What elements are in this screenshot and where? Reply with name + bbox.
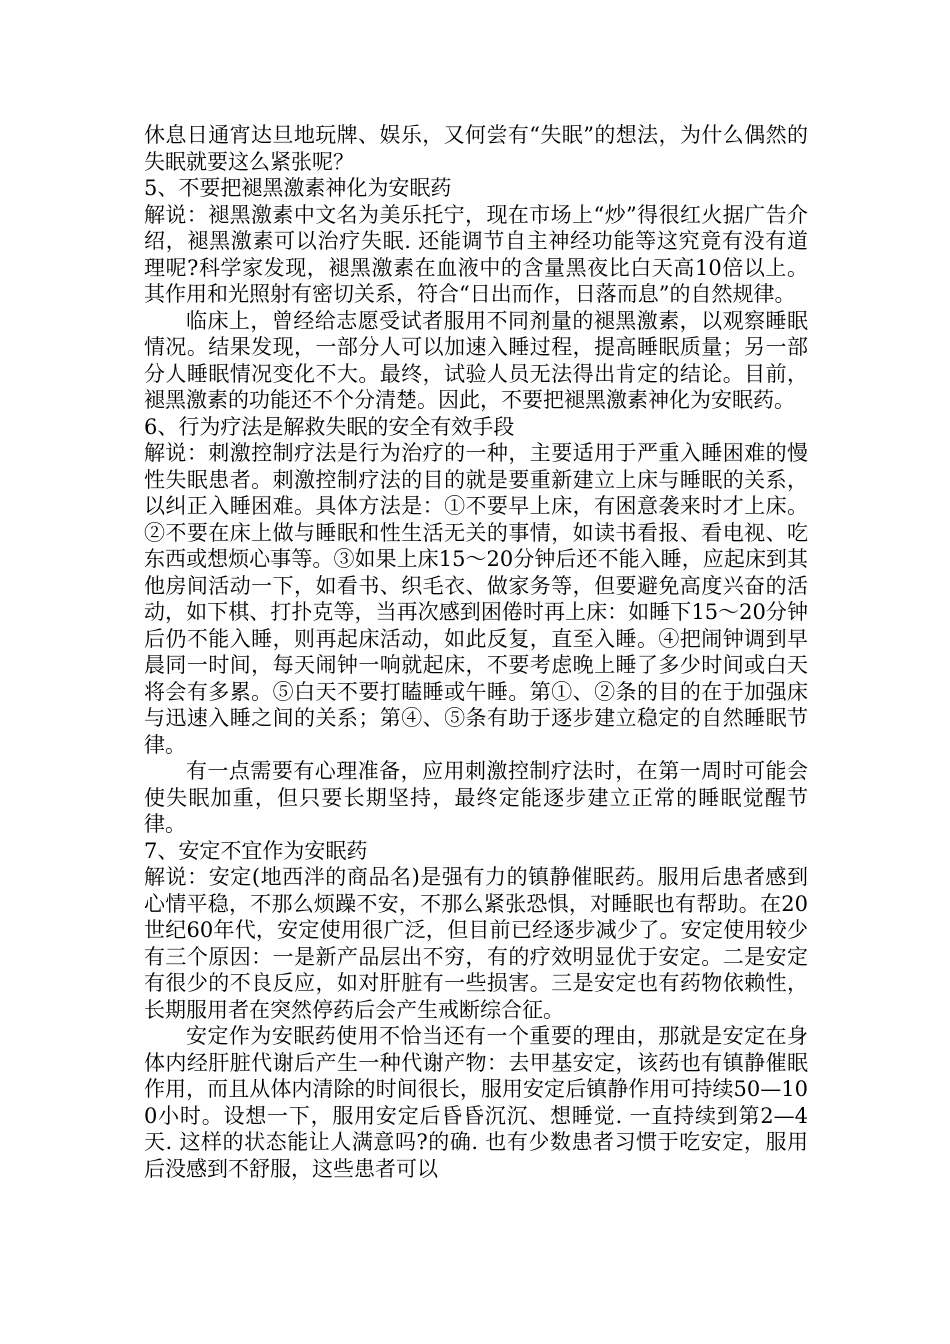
section-heading-5: 5、不要把褪黑激素神化为安眠药: [144, 176, 452, 200]
paragraph-stimulus-control-note: 有一点需要有心理准备，应用刺激控制疗法时，在第一周时可能会使失眠加重，但只要长期坚持，最终定能逐步建立正常的睡眠觉醒节律。: [144, 759, 808, 836]
paragraph-melatonin-explanation: 解说：褪黑激素中文名为美乐托宁，现在市场上“炒”得很红火据广告介绍，褪黑激素可以治疗失眠. 还能调节自主神经功能等这究竟有没有道理呢?科学家发现，褪黑激素在血液中的含量黑夜比白天高10倍以上。其作用和光照射有密切关系，符合“日出而作，日落而息”的自然规律。: [144, 202, 808, 306]
section-heading-6: 6、行为疗法是解救失眠的安全有效手段: [144, 414, 515, 439]
paragraph-diazepam-explanation: 解说：安定(地西泮的商品名)是强有力的镇静催眠药。服用后患者感到心情平稳，不那么烦躁不安，不那么紧张恐惧，对睡眠也有帮助。在20世纪60年代，安定使用很广泛，但目前已经逐步减少了。安定使用较少有三个原因：一是新产品层出不穷，有的疗效明显优于安定。二是安定有很少的不良反应，如对肝脏有一些损害。三是安定也有药物依赖性，长期服用者在突然停药后会产生戒断综合征。: [144, 865, 808, 1022]
paragraph-continuation: 休息日通宵达旦地玩牌、娱乐，又何尝有“失眠”的想法，为什么偶然的失眠就要这么紧张呢？: [144, 123, 808, 174]
paragraph-stimulus-control: 解说：刺激控制疗法是行为治疗的一种，主要适用于严重入睡困难的慢性失眠患者。刺激控制疗法的目的就是要重新建立上床与睡眠的关系，以纠正入睡困难。具体方法是：①不要早上床，有困意袭来时才上床。②不要在床上做与睡眠和性生活无关的事情，如读书看报、看电视、吃东西或想烦心事等。③如果上床15～20分钟后还不能入睡，应起床到其他房间活动一下，如看书、织毛衣、做家务等，但要避免高度兴奋的活动，如下棋、打扑克等，当再次感到困倦时再上床：如睡下15～20分钟后仍不能入睡，则再起床活动，如此反复，直至入睡。④把闹钟调到早晨同一时间，每天闹钟一响就起床，不要考虑晚上睡了多少时间或白天将会有多累。⑤白天不要打瞌睡或午睡。第①、②条的目的在于加强床与迅速入睡之间的关系；第④、⑤条有助于逐步建立稳定的自然睡眠节律。: [144, 441, 808, 757]
document-body: [144, 122, 808, 1182]
section-heading-7: 7、安定不宜作为安眠药: [144, 838, 368, 863]
paragraph-melatonin-clinical: 临床上，曾经给志愿受试者服用不同剂量的褪黑激素，以观察睡眠情况。结果发现，一部分人可以加速入睡过程，提高睡眠质量；另一部分人睡眠情况变化不大。最终，试验人员无法得出肯定的结论。目前，褪黑激素的功能还不个分清楚。因此，不要把褪黑激素神化为安眠药。: [144, 308, 808, 412]
paragraph-diazepam-metabolism: 安定作为安眠药使用不恰当还有一个重要的理由，那就是安定在身体内经肝脏代谢后产生一种代谢产物：去甲基安定，该药也有镇静催眠作用，而且从体内清除的时间很长，服用安定后镇静作用可持续50—100小时。设想一下，服用安定后昏昏沉沉、想睡觉. 一直持续到第2—4天. 这样的状态能让人满意吗?的确. 也有少数患者习惯于吃安定，服用后没感到不舒服，这些患者可以: [144, 1024, 808, 1181]
